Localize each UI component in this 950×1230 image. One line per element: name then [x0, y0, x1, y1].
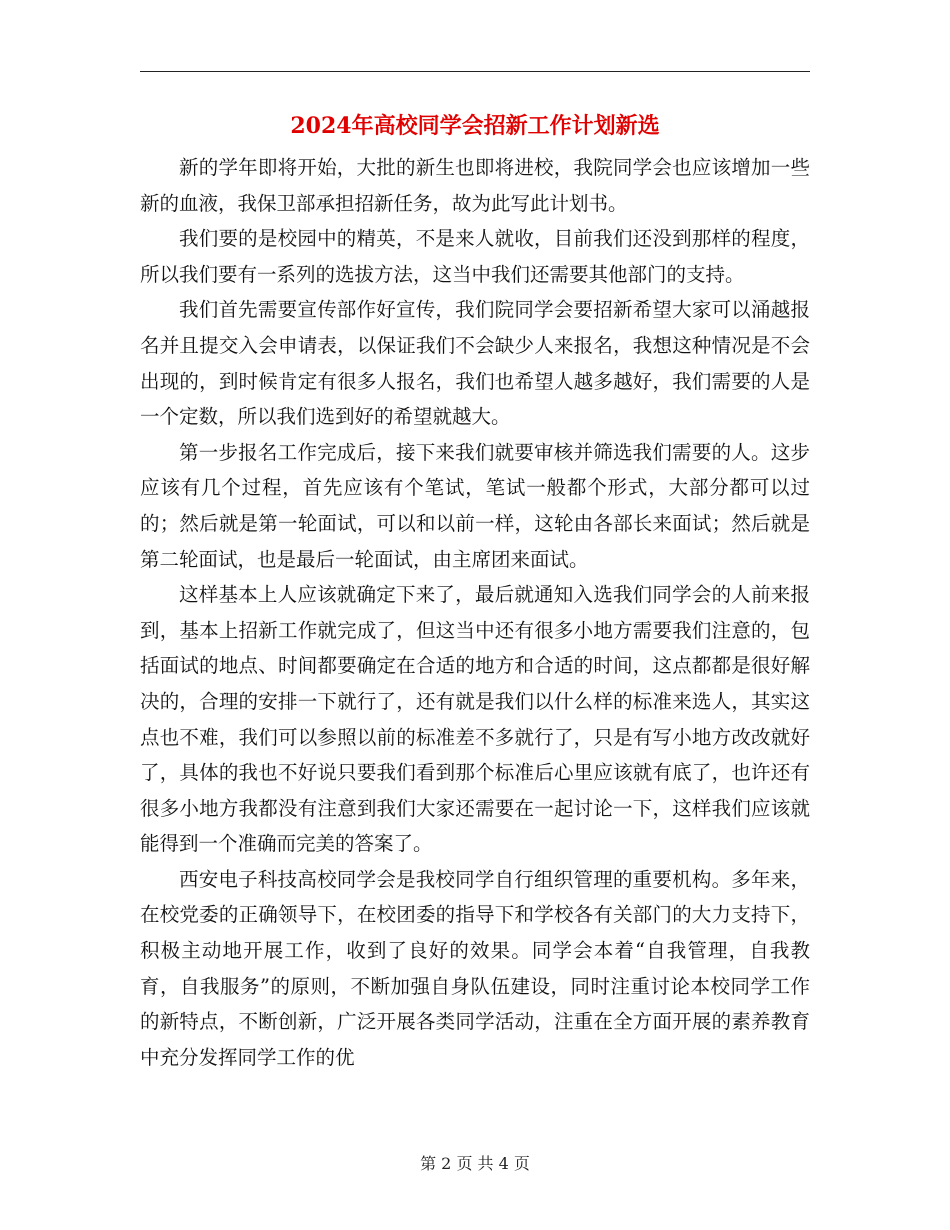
document-body: [140, 150, 810, 1075]
paragraph-4: 第一步报名工作完成后，接下来我们就要审核并筛选我们需要的人。这步应该有几个过程，首先应该有个笔试，笔试一般都个形式，大部分都可以过的；然后就是第一轮面试，可以和以前一样，这轮由各部长来面试；然后就是第二轮面试，也是最后一轮面试，由主席团来面试。: [140, 440, 810, 571]
paragraph-6: 西安电子科技高校同学会是我校同学自行组织管理的重要机构。多年来，在校党委的正确领导下，在校团委的指导下和学校各有关部门的大力支持下，积极主动地开展工作，收到了良好的效果。同学会本着“自我管理，自我教育，自我服务”的原则，不断加强自身队伍建设，同时注重讨论本校同学工作的新特点，不断创新，广泛开展各类同学活动，注重在全方面开展的素养教育中充分发挥同学工作的优: [140, 867, 810, 1069]
paragraph-2: 我们要的是校园中的精英，不是来人就收，目前我们还没到那样的程度，所以我们要有一系列的选拔方法，这当中我们还需要其他部门的支持。: [140, 227, 810, 286]
paragraph-3: 我们首先需要宣传部作好宣传，我们院同学会要招新希望大家可以涌越报名并且提交入会申请表，以保证我们不会缺少人来报名，我想这种情况是不会出现的，到时候肯定有很多人报名，我们也希望人越多越好，我们需要的人是一个定数，所以我们选到好的希望就越大。: [140, 298, 810, 429]
page-number-footer: 第 2 页 共 4 页: [420, 1154, 530, 1173]
paragraph-5: 这样基本上人应该就确定下来了，最后就通知入选我们同学会的人前来报到，基本上招新工作就完成了，但这当中还有很多小地方需要我们注意的，包括面试的地点、时间都要确定在合适的地方和合适的时间，这点都都是很好解决的，合理的安排一下就行了，还有就是我们以什么样的标准来选人，其实这点也不难，我们可以参照以前的标准差不多就行了，只是有写小地方改改就好了，具体的我也不好说只要我们看到那个标准后心里应该就有底了，也许还有很多小地方我都没有注意到我们大家还需要在一起讨论一下，这样我们应该就能得到一个准确而完美的答案了。: [140, 583, 810, 856]
paragraph-1: 新的学年即将开始，大批的新生也即将进校，我院同学会也应该增加一些新的血液，我保卫部承担招新任务，故为此写此计划书。: [140, 156, 810, 215]
header-rule: [140, 71, 810, 72]
document-title: 2024年高校同学会招新工作计划新选: [290, 113, 660, 139]
